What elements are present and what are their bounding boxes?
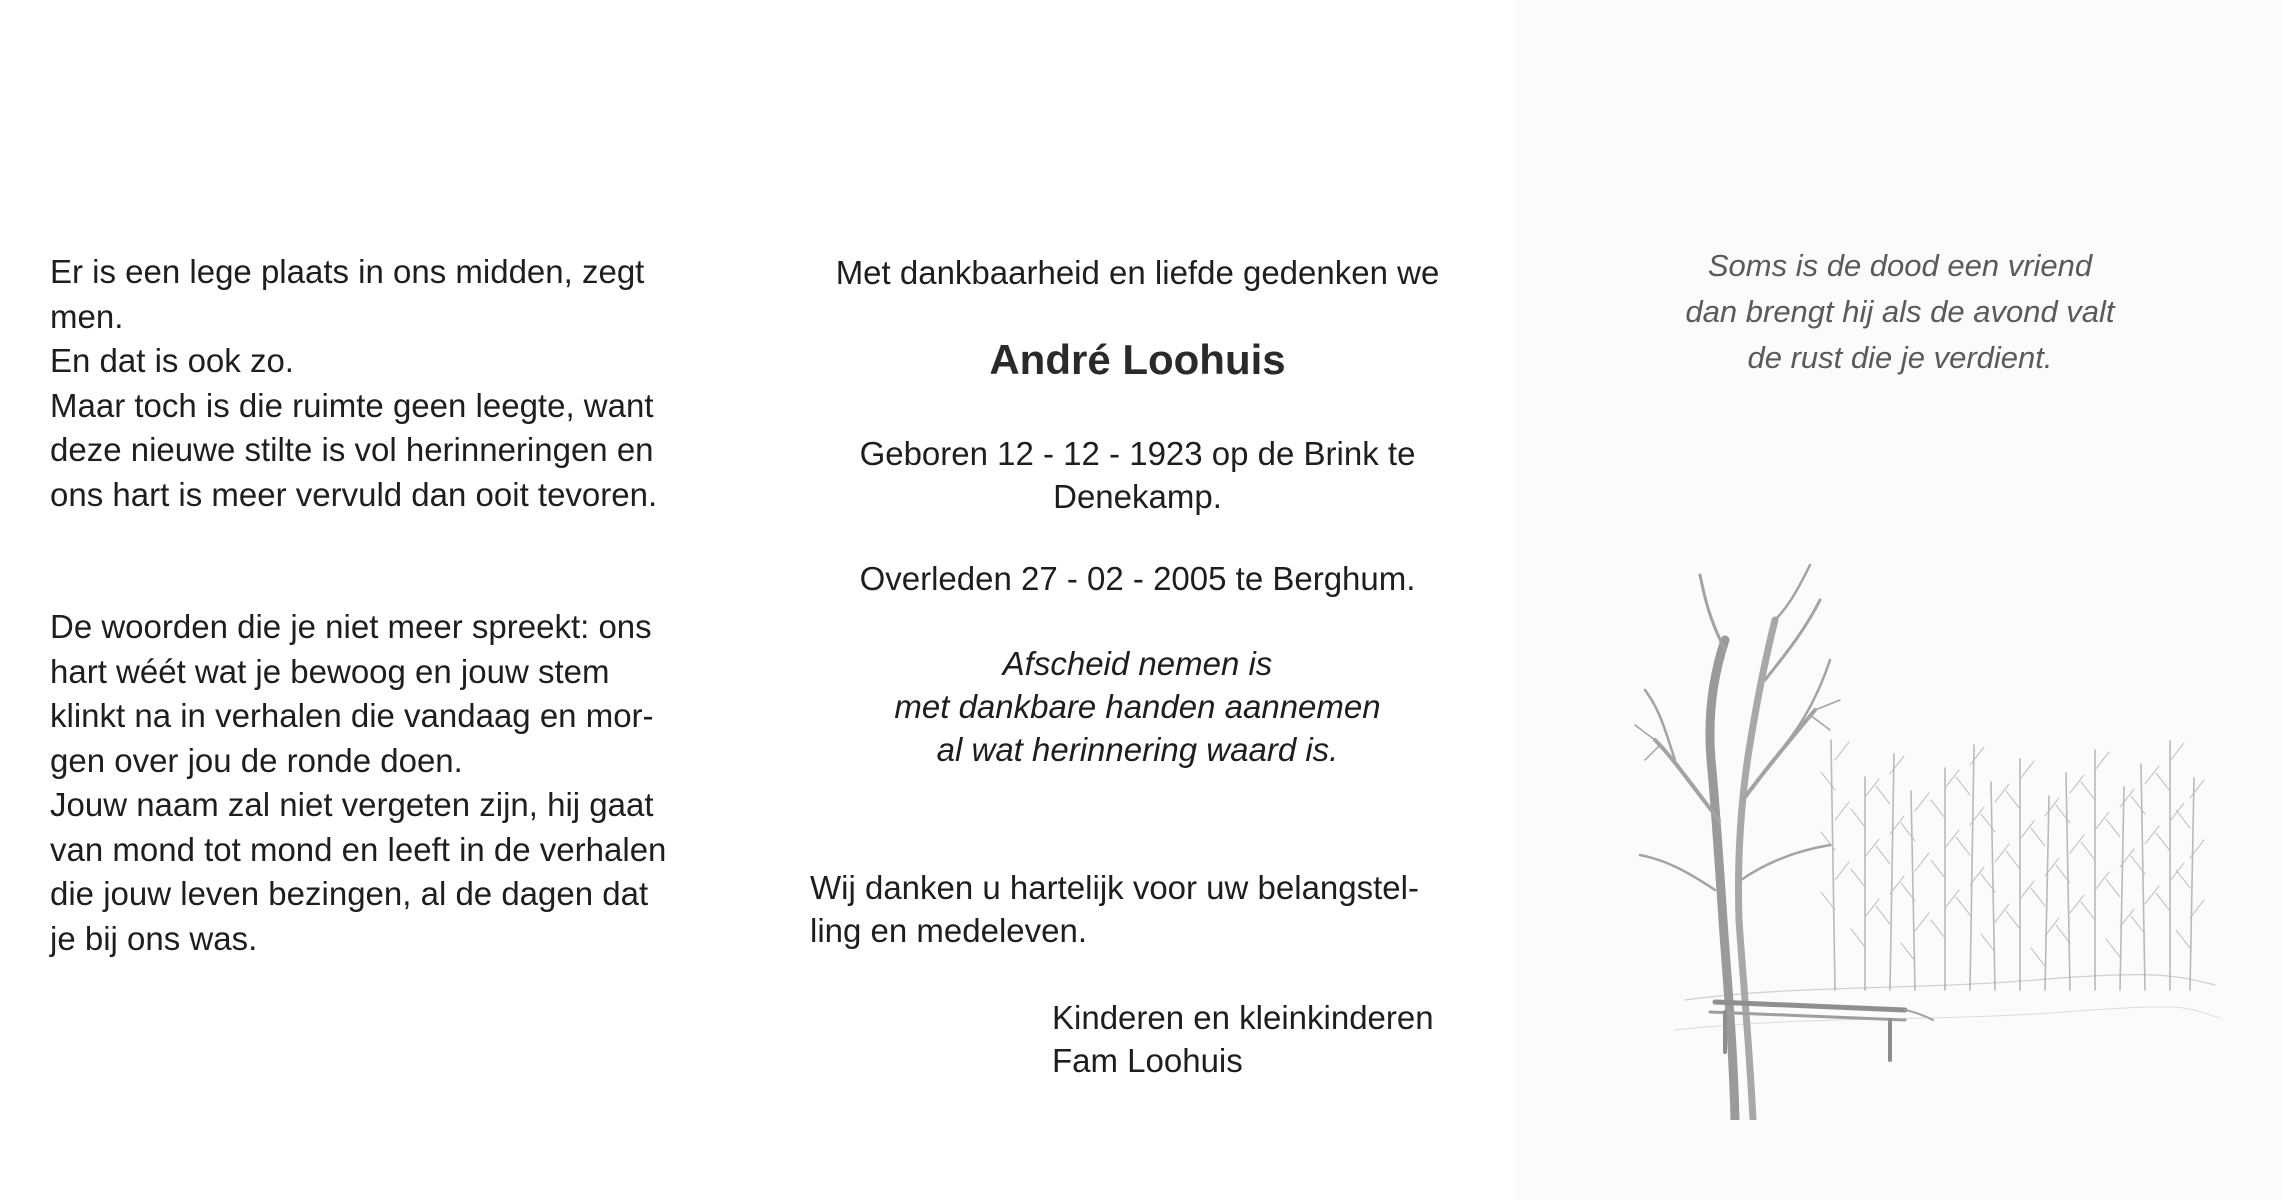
birth-line: Denekamp.: [1053, 478, 1222, 515]
poem-line: En dat is ook zo.: [50, 342, 294, 379]
poem-line: Maar toch is die ruimte geen leegte, want: [50, 386, 654, 424]
death-info: Overleden 27 - 02 - 2005 te Berghum.: [859, 560, 1416, 597]
left-panel: [0, 0, 760, 1200]
quote-line: Afscheid nemen is: [1002, 645, 1273, 682]
cover-quote: [1565, 243, 2235, 381]
signature: [1052, 996, 1472, 1082]
poem-line: ons hart is meer vervuld dan ooit tevoren.: [50, 475, 658, 513]
poem-stanza-1: [50, 250, 695, 517]
birth-line: Geboren 12 - 12 - 1923 op de Brink te: [859, 435, 1416, 472]
thanks-line: Wij danken u hartelijk voor uw belangstel-: [810, 869, 1419, 906]
winter-landscape-icon: [1615, 560, 2225, 1120]
poem-line: van mond tot mond en leeft in de verhalen: [50, 830, 667, 868]
middle-panel: [760, 0, 1515, 1200]
poem-line: De woorden die je niet meer spreekt: ons: [50, 608, 652, 645]
quote-line: al wat herinnering waard is.: [936, 731, 1339, 768]
poem-line: je bij ons was.: [50, 919, 258, 957]
thanks-text: [810, 866, 1460, 952]
cover-quote-line: dan brengt hij als de avond valt: [1685, 294, 2115, 329]
cover-quote-line: de rust die je verdient.: [1747, 340, 2053, 375]
forest-trees: [1821, 740, 2204, 990]
deceased-name: André Loohuis: [989, 336, 1286, 383]
signature-line: Fam Loohuis: [1052, 1042, 1243, 1079]
poem-line: deze nieuwe stilte is vol herinneringen en: [50, 431, 654, 468]
cover-quote-line: Soms is de dood een vriend: [1707, 248, 2093, 283]
signature-line: Kinderen en kleinkinderen: [1052, 999, 1434, 1036]
poem-line: hart wéét wat je bewoog en jouw stem: [50, 652, 610, 690]
poem-line: klinkt na in verhalen die vandaag en mor-: [50, 697, 654, 734]
poem-line: die jouw leven bezingen, al de dagen dat: [50, 875, 649, 912]
thanks-line: ling en medeleven.: [810, 912, 1088, 949]
poem-line: men.: [50, 297, 124, 335]
farewell-quote: [790, 642, 1485, 771]
poem-line: Jouw naam zal niet vergeten zijn, hij gaat: [50, 786, 654, 823]
poem-line: gen over jou de ronde doen.: [50, 741, 463, 779]
poem-line: Er is een lege plaats in ons midden, zegt: [50, 253, 645, 290]
intro-text: Met dankbaarheid en liefde gedenken we: [835, 254, 1440, 291]
poem-stanza-2: [50, 605, 695, 961]
right-panel: [1515, 0, 2282, 1200]
birth-info: [790, 432, 1485, 518]
quote-line: met dankbare handen aannemen: [894, 688, 1381, 725]
